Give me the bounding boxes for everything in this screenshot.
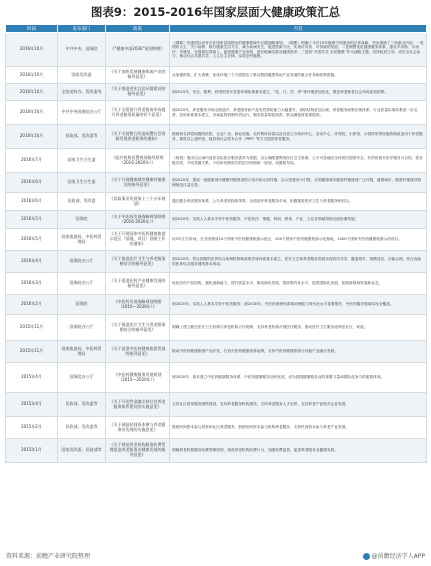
table-row — [6, 273, 427, 295]
cell-content: 明确了建立健全医疗卫生机构与养老机构合作机制，支持养老机构开展医疗服务，推动医疗卫生服务延伸至社区、家庭。 — [170, 315, 427, 341]
footer — [6, 551, 425, 563]
cell-dept: 民政部、发改委等 — [58, 393, 106, 417]
cell-dept: 民政部、发改委等 — [58, 417, 106, 439]
cell-dept: 民政部、发改委 — [58, 193, 106, 211]
cell-policy: 《中医药发展战略规划纲要（2016—2030年）》 — [106, 295, 170, 315]
cell-dept: 国家旅游局、中医药管理局 — [58, 341, 106, 363]
table-header-row — [6, 25, 427, 33]
cell-dept: 民政部、发改委等 — [58, 125, 106, 149]
cell-content: 通过健全养老服务体系、公办养老机构改革等，全面放开养老服务市场，积极推进医疗卫生与养老服务相结合。 — [170, 193, 427, 211]
cell-date: 2016年10月 — [6, 33, 58, 67]
cell-date: 2016年3月 — [6, 273, 58, 295]
cell-policy: 《关于开展国家中医药健康旅游示范区（基地、项目）创建工作的通知》 — [106, 229, 170, 251]
cell-date: 2016年7月 — [6, 149, 58, 173]
cell-content: 《规划》提出以区域内居民实际医疗服务需求为依据，以合理配置利用医疗卫生资源、公平可及地向全体居民提供安全、有效的基本医疗服务为目的，将各级各类、不同隶属关系、不同所有制形式的医疗机构统一规划、设置和布局。 — [170, 149, 427, 173]
table-row — [6, 229, 427, 251]
table-row — [6, 173, 427, 193]
cell-dept: 中共中央国务院办公厅 — [58, 101, 106, 125]
cell-date: 2016年5月 — [6, 229, 58, 251]
cell-dept: 国家卫生计生委 — [58, 173, 106, 193]
page-title: 图表9：2015-2016年国家层面大健康政策汇总 — [90, 5, 341, 19]
cell-dept: 国务院 — [58, 211, 106, 229]
source-note: 资料来源：前瞻产业研究院整理 — [6, 553, 91, 560]
table-row — [6, 67, 427, 84]
brand-logo-icon — [363, 553, 370, 560]
cell-dept: 国务院 — [58, 295, 106, 315]
table-row — [6, 417, 427, 439]
table-row — [6, 393, 427, 417]
header-policy: 政策 — [106, 25, 170, 33]
cell-policy: 《关于加快发展健康休闲产业的指导意见》 — [106, 67, 170, 84]
cell-dept: 国务院办公厅 — [58, 251, 106, 273]
table-row — [6, 125, 427, 149]
table-row — [6, 315, 427, 341]
cell-policy: 《关于促进中医药健康旅游发展的指导意见》 — [106, 341, 170, 363]
cell-date: 2016年10月 — [6, 125, 58, 149]
cell-content: 到2020年，基本建立中医药健康服务体系，中医药健康服务加快发展，成为我国健康服务业的重要力量和国际竞争力的重要体现。 — [170, 363, 427, 393]
cell-dept: 国家卫生计生委 — [58, 149, 106, 173]
brand-watermark — [363, 551, 425, 563]
brand-text: @前瞻经济学人APP — [371, 553, 425, 560]
cell-date: 2016年6月 — [6, 193, 58, 211]
cell-date: 2016年10月 — [6, 101, 58, 125]
cell-date: 2016年2月 — [6, 295, 58, 315]
cell-date: 2015年4月 — [6, 393, 58, 417]
cell-content: 推动中医药健康旅游产品开发，打造中医药健康旅游品牌，支持中医药健康旅游与其他产业融合发展。 — [170, 341, 427, 363]
cell-date: 2015年2月 — [6, 417, 58, 439]
cell-policy: 《关于开发性金融支持社会养老服务体系建设的实施意见》 — [106, 393, 170, 417]
table-row — [6, 341, 427, 363]
table-row — [6, 439, 427, 463]
cell-policy: 《关于推进老年宜居环境建设的指导意见》 — [106, 84, 170, 101]
table-row — [6, 295, 427, 315]
table-row — [6, 149, 427, 173]
cell-content: 明确养老机构服务收费管理原则，规范养老机构收费行为，加强收费监管，促进养老服务业健康发展。 — [170, 439, 427, 463]
cell-policy: 《关于推进医疗卫生与养老服务相结合的指导意见》 — [106, 315, 170, 341]
cell-policy: 《民政事业发展第十三个五年规划》 — [106, 193, 170, 211]
cell-policy: 《关于推进医疗卫生与养老服务相结合的指导意见》 — [106, 251, 170, 273]
cell-policy: 《关于开展健康城市健康村镇建设的指导意见》 — [106, 173, 170, 193]
cell-policy: 《医疗机构设置规划指导原则（2016-2020年）》 — [106, 149, 170, 173]
cell-dept: 国务院办公厅 — [58, 363, 106, 393]
cell-dept: 国务院办公厅 — [58, 315, 106, 341]
table-row — [6, 84, 427, 101]
cell-content: 到2020年，实现人人基本享有中医药服务；到2030年，中医药治理体系和治理能力现代化水平显著提升，中医药服务领域实现全覆盖。 — [170, 295, 427, 315]
cell-content: 鼓励民间资本参与居家和社区养老服务，鼓励民间资本参与机构养老服务，支持民间资本参与养老产业发展。 — [170, 417, 427, 439]
cell-policy: 《关于支持整合改造闲置社会资源发展养老服务的通知》 — [106, 125, 170, 149]
table-row — [6, 251, 427, 273]
cell-content: 支持社区居家服务网络建设，支持养老服务机构建设，支持养老服务人才培养，支持养老产业相关企业发展。 — [170, 393, 427, 417]
cell-content: 鼓励和支持将闲置的医院、企业厂房、商业设施、农村集体房屋以及各类公办培训中心、活动中心、疗养院、小旅馆、小招待所等设施资源改造用于养老服务，推进以公建民营、政府和社会资本合作（PPP）等方式提供养老服务。 — [170, 125, 427, 149]
cell-dept: 国家发改委 — [58, 67, 106, 84]
cell-dept: 中共中央、国务院 — [58, 33, 106, 67]
table-row — [6, 33, 427, 67]
header-content: 内容 — [170, 25, 427, 33]
cell-dept: 全国老龄办、发改委等 — [58, 84, 106, 101]
cell-date: 2015年1月 — [6, 439, 58, 463]
cell-date: 2015年4月 — [6, 363, 58, 393]
cell-date: 2015年11月 — [6, 315, 58, 341]
table-row — [6, 193, 427, 211]
header-date: 时间 — [6, 25, 58, 33]
table-row — [6, 101, 427, 125]
cell-policy: 《关于促进医药产业健康发展的指导意见》 — [106, 273, 170, 295]
cell-policy: 《中医药健康服务发展规划（2015—2020年）》 — [106, 363, 170, 393]
cell-content: 《纲要》是建国以来首次在国家层面提出的健康领域中长期战略规划。《纲要》明确了今后15年健康中国建设的总体战略，突出强调了三项重点内容：一是预防为主、关口前移，推行健康生活方式，减少疾病发生，促进资源下沉，实现可负担、可持续的发展；二是调整优化健康服务体系，强化早诊断、早治疗、早康复，在强基层基础上，促进健康产业发展，更好地满足群众健康需求；三是将“共建共享 全民健康”作为战略主题，坚持政府主导，动员全社会参与，推动社会共建共享，人人自主自律，实现全民健康。 — [170, 33, 427, 67]
cell-date: 2016年10月 — [6, 67, 58, 84]
cell-policy: 《关于规范养老机构服务收费管理促进养老服务业健康发展的指导意见》 — [106, 439, 170, 463]
cell-policy: 《关于中医药发展战略规划纲要（2016-2030年）》 — [106, 211, 170, 229]
cell-content: 到2020年，建成一批健康城市健康村镇建设的示范市和示范村镇，以示范建设为引领，全国健康城市健康村镇建设广泛开展，健康城市、健康村镇建设管理规范日益完善。 — [170, 173, 427, 193]
cell-dept: 国务院办公厅 — [58, 273, 106, 295]
cell-content: 从加强供给、扩大消费、优化环境三个方面提出了推动我国健康休闲产业发展的重点任务和政策措施。 — [170, 67, 427, 84]
table-body — [6, 33, 427, 463]
cell-dept: 国家旅游局、中医药管理局 — [58, 229, 106, 251]
cell-content: 到2025年，安全、便利、舒适的老年宜居环境体系基本建立，“住、行、医、养”等环境更加优化，敬老养老助老社会风尚更加浓厚。 — [170, 84, 427, 101]
cell-dept: 国家发改委、民政部等 — [58, 439, 106, 463]
header-dept: 发布部门 — [58, 25, 106, 33]
policy-table — [5, 24, 427, 463]
cell-content: 到2020年，养老服务市场全面放开，养老服务和产品有效供给能力大幅提升，供给结构更加合理，养老服务政策法规体系、行业质量标准体系进一步完善，信用体系基本建立，市场监管机制有效运行，服务质量明显改善，群众满意度显著提高。 — [170, 101, 427, 125]
cell-date: 2016年6月 — [6, 173, 58, 193]
cell-date: 2016年5月 — [6, 211, 58, 229]
cell-date: 2016年10月 — [6, 84, 58, 101]
cell-content: 到2020年，符合国情的医养结合体制机制和政策法规体系基本建立，医疗卫生和养老服务资源实现有序共享，覆盖城乡、规模适宜、功能合理、综合连续的医养结合服务网络基本形成。 — [170, 251, 427, 273]
cell-content: 用3年左右时间，在全国建成10个国家中医药健康旅游示范区，100个国家中医药健康旅游示范基地，1000个国家中医药健康旅游示范项目。 — [170, 229, 427, 251]
cell-content: 优化医药产品结构，强化创新能力，提升质量水平，推动绿色发展，提高集约化水平，促进国际化发展，拓展新领域发展新业态。 — [170, 273, 427, 295]
cell-date: 2016年4月 — [6, 251, 58, 273]
cell-policy: 《关于鼓励民间资本参与养老服务业发展的实施意见》 — [106, 417, 170, 439]
table-row — [6, 363, 427, 393]
table-row — [6, 211, 427, 229]
cell-policy: 《“健康中国2030”规划纲要》 — [106, 33, 170, 67]
cell-date: 2015年11月 — [6, 341, 58, 363]
cell-content: 到2020年，实现人人基本享有中医药服务，中医医疗、保健、科研、教育、产业、文化各领域得到全面协调发展。 — [170, 211, 427, 229]
cell-policy: 《关于全面放开养老服务市场提升养老服务质量的若干意见》 — [106, 101, 170, 125]
